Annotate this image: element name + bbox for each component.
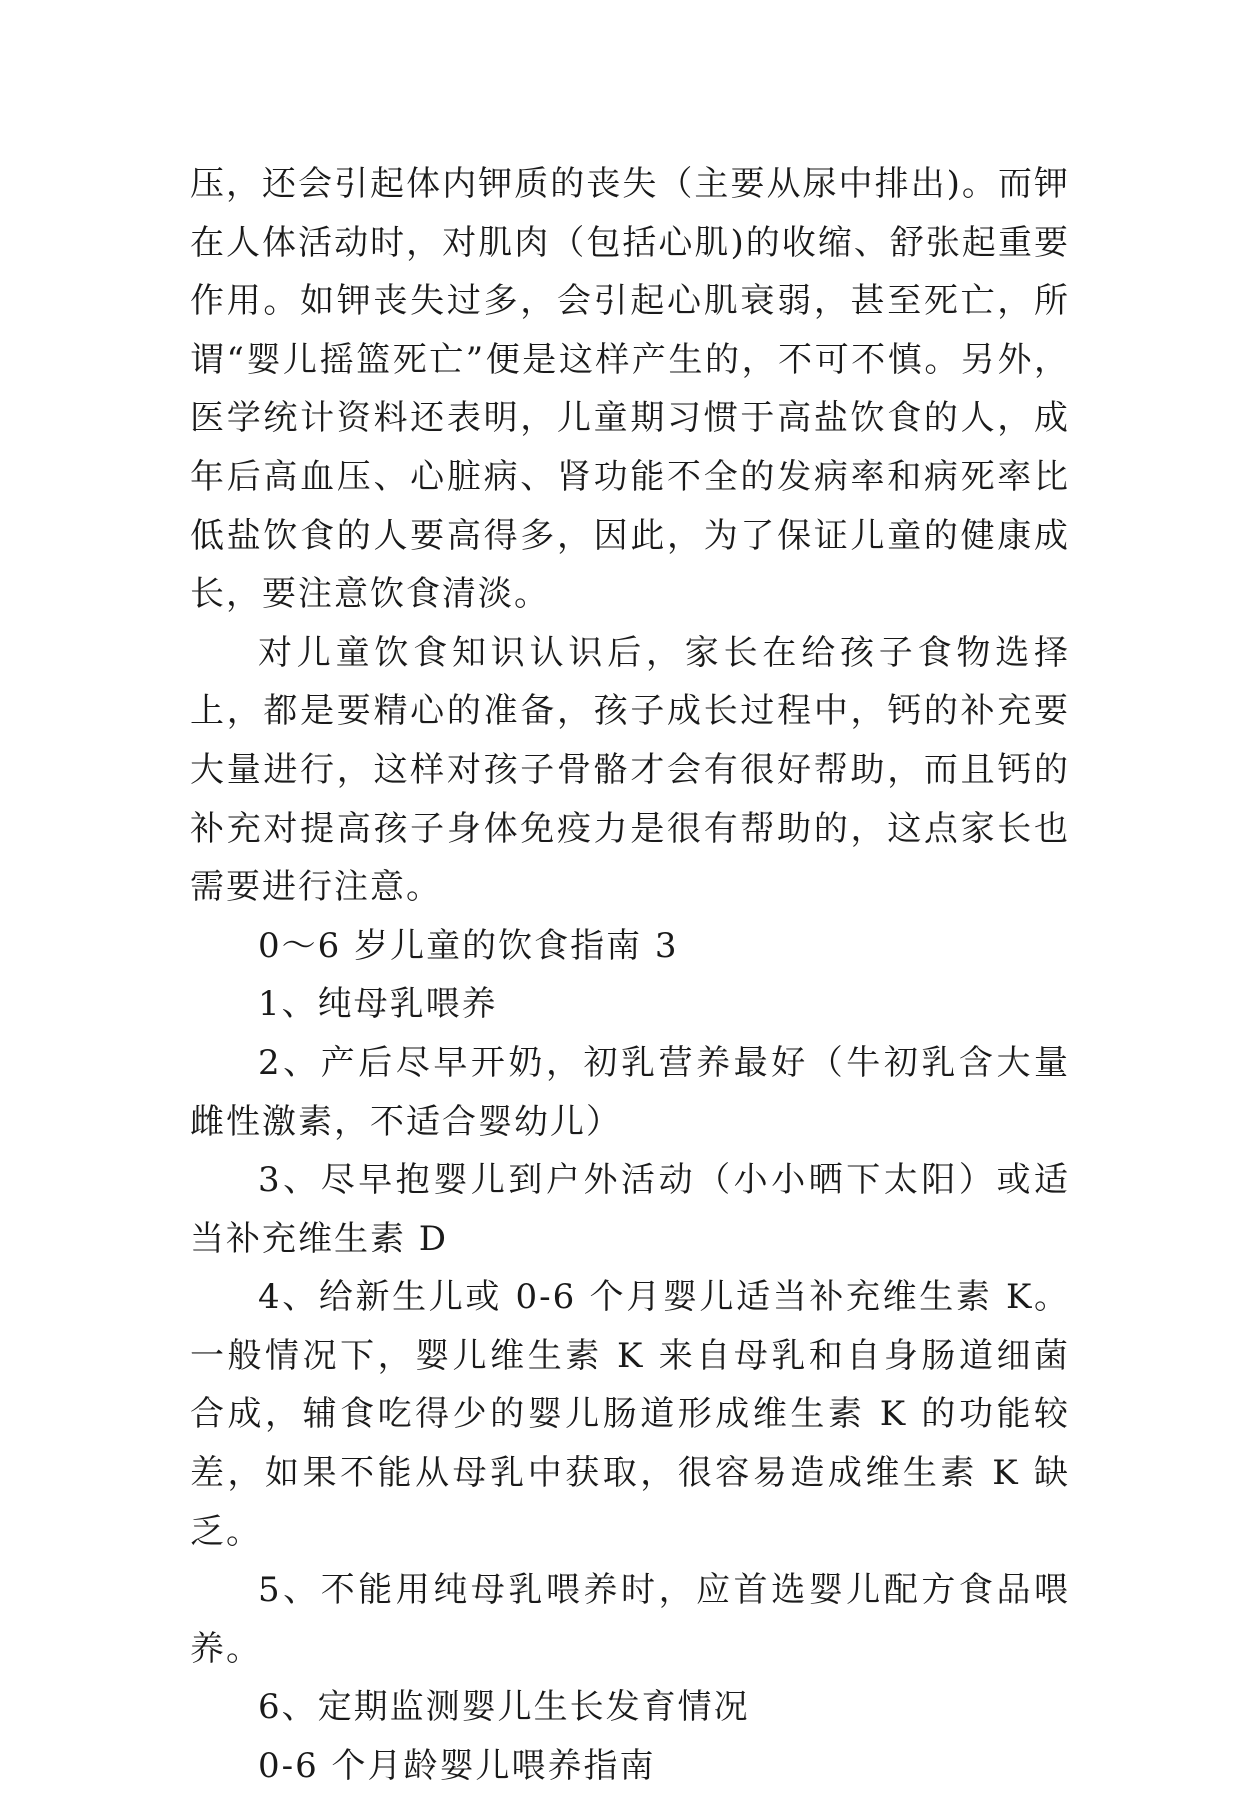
- list-item-1: 1、纯母乳喂养: [258, 984, 498, 1025]
- list-item-3: 3、尽早抱婴儿到户外活动（小小晒下太阳）或适当补充维生素 D: [190, 1160, 1070, 1259]
- section-heading-feeding-guide: 0-6 个月龄婴儿喂养指南: [258, 1746, 656, 1787]
- document-body: [190, 155, 1070, 1796]
- paragraph-potassium-loss: 压，还会引起体内钾质的丧失（主要从尿中排出)。而钾在人体活动时，对肌肉（包括心肌)的收缩、舒张起重要作用。如钾丧失过多，会引起心肌衰弱，甚至死亡，所谓“婴儿摇篮死亡”便是这样产生的，不可不慎。另外，医学统计资料还表明，儿童期习惯于高盐饮食的人，成年后高血压、心脏病、肾功能不全的发病率和病死率比低盐饮食的人要高得多，因此，为了保证儿童的健康成长，要注意饮食清淡。: [190, 164, 1070, 615]
- list-item-4: 4、给新生儿或 0-6 个月婴儿适当补充维生素 K。一般情况下，婴儿维生素 K 来自母乳和自身肠道细菌合成，辅食吃得少的婴儿肠道形成维生素 K 的功能较差，如果不能从母乳中获取，很容易造成维生素 K 缺乏。: [190, 1277, 1070, 1552]
- list-item-6: 6、定期监测婴儿生长发育情况: [258, 1687, 750, 1728]
- section-heading-diet-guide: 0～6 岁儿童的饮食指南 3: [258, 925, 679, 966]
- paragraph-calcium-advice: 对儿童饮食知识认识后，家长在给孩子食物选择上，都是要精心的准备，孩子成长过程中，钙的补充要大量进行，这样对孩子骨骼才会有很好帮助，而且钙的补充对提高孩子身体免疫力是很有帮助的，这点家长也需要进行注意。: [190, 632, 1070, 908]
- list-item-5: 5、不能用纯母乳喂养时，应首选婴儿配方食品喂养。: [190, 1570, 1070, 1669]
- list-item-2: 2、产后尽早开奶，初乳营养最好（牛初乳含大量雌性激素，不适合婴幼儿）: [190, 1042, 1070, 1142]
